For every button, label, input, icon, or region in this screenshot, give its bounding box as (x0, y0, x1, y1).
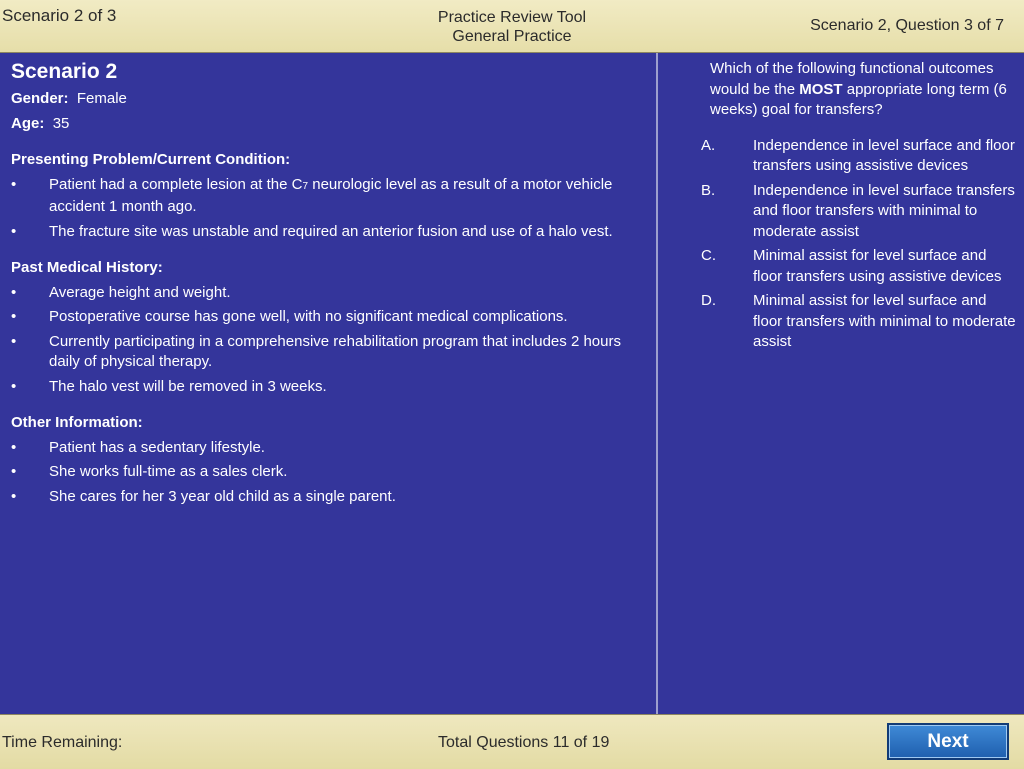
scenario-count: Scenario 2 of 3 (2, 6, 117, 25)
option-letter: C. (701, 247, 716, 264)
content-area (0, 53, 1024, 714)
option-text: Minimal assist for level surface and floor transfers using assistive devices (753, 247, 1002, 285)
header-bar (0, 0, 1024, 53)
list-item (11, 283, 631, 304)
other-heading: Other Information: (11, 414, 143, 431)
list-item-text: Patient had a complete lesion at the C7 neurologic level as a result of a motor vehicle accident 1 month ago. (49, 175, 613, 215)
time-remaining: Time Remaining: (2, 734, 123, 751)
list-item-text: The halo vest will be removed in 3 weeks. (49, 377, 327, 395)
presenting-heading: Presenting Problem/Current Condition: (11, 151, 291, 168)
gender-row (11, 89, 631, 110)
scenario-title: Scenario 2 (11, 60, 118, 83)
next-button[interactable]: Next (887, 723, 1009, 760)
option-letter: D. (701, 292, 716, 309)
list-item-text: Average height and weight. (49, 283, 231, 301)
answer-option-b[interactable] (667, 181, 1017, 243)
list-item-text: Currently participating in a comprehensive rehabilitation program that includes 2 hours daily of physical therapy. (49, 332, 621, 370)
answer-option-c[interactable] (667, 246, 1017, 287)
bullet: • (11, 308, 17, 325)
pane-divider[interactable] (656, 53, 658, 714)
question-emphasis: MOST (799, 80, 843, 98)
bullet: • (11, 377, 17, 395)
list-item-text: Postoperative course has gone well, with no significant medical complications. (49, 308, 568, 325)
bullet: • (11, 283, 17, 301)
list-item-text: She works full-time as a sales clerk. (49, 463, 288, 480)
tool-subtitle: General Practice (452, 28, 572, 45)
age-label: Age: (11, 114, 45, 132)
age-value: 35 (52, 114, 70, 132)
gender-value: Female (76, 90, 127, 107)
bullet: • (11, 222, 17, 240)
list-item (11, 175, 631, 218)
bullet: • (11, 487, 17, 505)
gender-label: Gender: (11, 90, 69, 107)
list-item (11, 462, 631, 483)
list-item (11, 222, 631, 243)
list-item (11, 377, 631, 398)
question-position: Scenario 2, Question 3 of 7 (810, 17, 1004, 34)
footer-bar (0, 714, 1024, 769)
question-text: Which of the following functional outcomes would be the MOST appropriate long term (6 weeks) goal for transfers? (710, 60, 1007, 118)
history-heading: Past Medical History: (11, 259, 163, 276)
answer-option-d[interactable] (667, 291, 1017, 353)
age-row (11, 114, 631, 135)
question-pane (667, 59, 1017, 357)
list-item (11, 438, 631, 459)
list-item (11, 307, 631, 328)
list-item-text: Patient has a sedentary lifestyle. (49, 438, 265, 456)
option-text: Independence in level surface transfers and floor transfers with minimal to moderate assist (753, 181, 1015, 240)
list-item-text: She cares for her 3 year old child as a single parent. (49, 487, 396, 505)
bullet: • (11, 438, 17, 456)
bullet: • (11, 175, 17, 193)
subscript: 7 (302, 180, 309, 192)
option-text: Independence in level surface and floor transfers using assistive devices (753, 136, 1015, 174)
answer-option-a[interactable] (667, 136, 1017, 177)
option-letter: B. (701, 181, 716, 199)
list-item (11, 487, 631, 508)
option-text: Minimal assist for level surface and floor transfers with minimal to moderate assist (753, 292, 1016, 350)
bullet: • (11, 332, 17, 350)
option-letter: A. (701, 136, 716, 154)
bullet: • (11, 463, 17, 480)
list-item-text: The fracture site was unstable and required an anterior fusion and use of a halo vest. (49, 222, 613, 240)
list-item (11, 332, 631, 373)
tool-name: Practice Review Tool (437, 9, 587, 26)
scenario-pane[interactable] (11, 59, 631, 511)
total-questions: Total Questions 11 of 19 (438, 734, 610, 751)
